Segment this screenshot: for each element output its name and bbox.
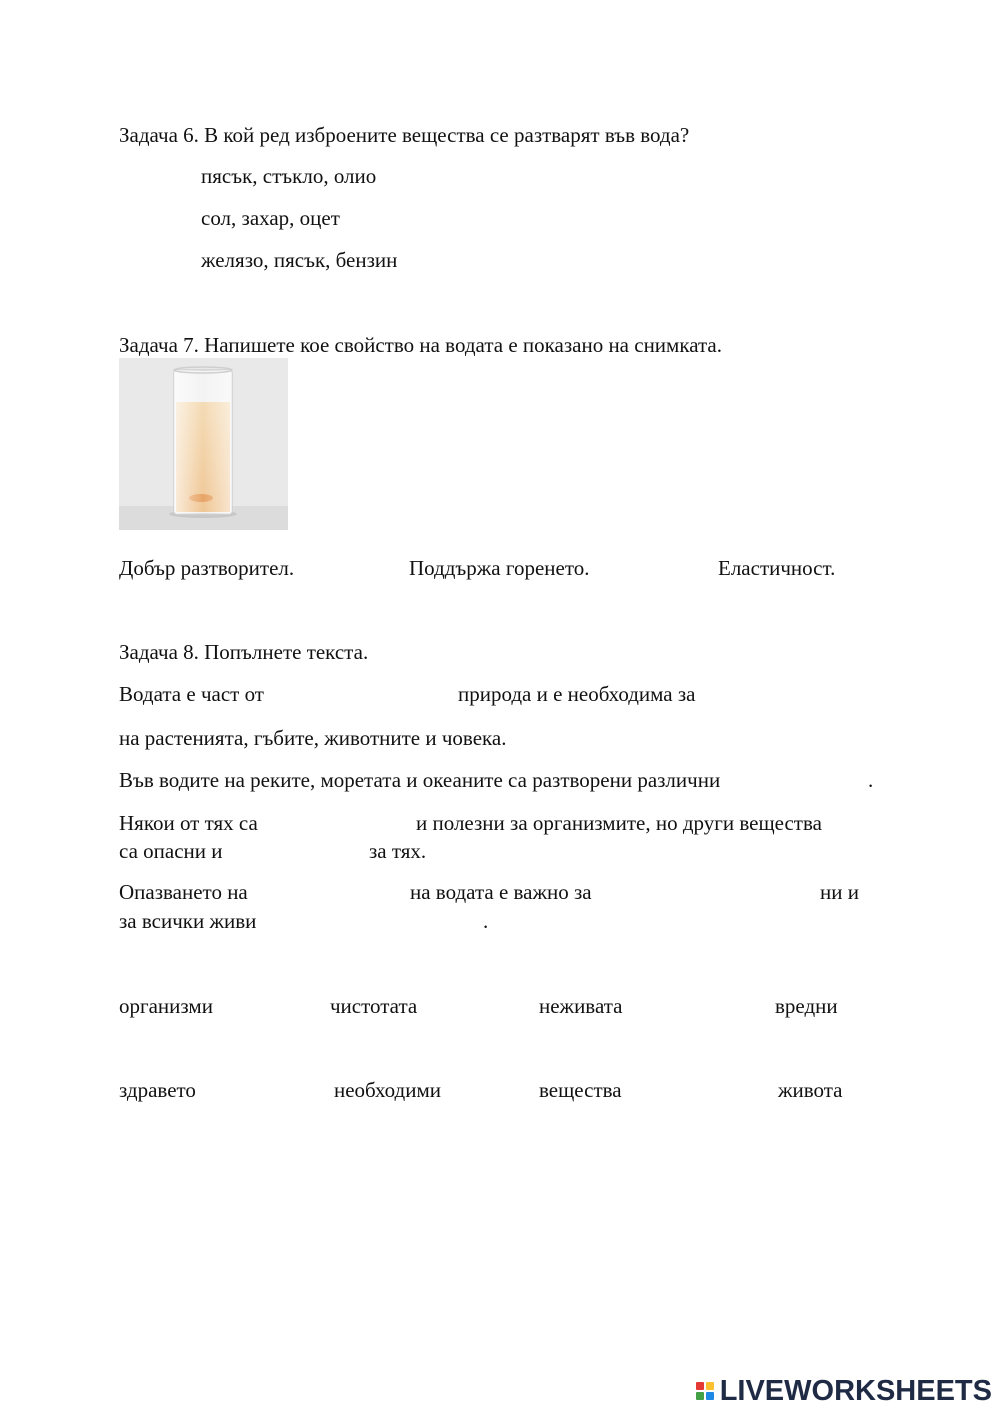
task8-line7-period: . [483, 909, 489, 933]
logo-square [696, 1392, 704, 1400]
task8-title: Задача 8. Попълнете текста. [119, 640, 369, 664]
task7-option-3[interactable]: Еластичност. [718, 556, 836, 580]
logo-square [706, 1382, 714, 1390]
task8-line2: на растенията, гъбите, животните и човека. [119, 726, 507, 750]
task8-line4-start: Някои от тях са [119, 811, 258, 835]
word-bank-item[interactable]: чистотата [330, 994, 418, 1018]
word-bank-item[interactable]: живота [778, 1078, 843, 1102]
word-bank-item[interactable]: организми [119, 994, 213, 1018]
logo-text: LIVEWORKSHEETS [719, 1374, 992, 1407]
task7-option-1[interactable]: Добър разтворител. [119, 556, 295, 580]
word-bank-item[interactable]: вредни [775, 994, 838, 1018]
task8-line7-start: за всички живи [119, 909, 257, 933]
word-bank-item[interactable]: неживата [539, 994, 623, 1018]
task6-question: Задача 6. В кой ред изброените вещества се разтварят във вода? [119, 123, 690, 147]
task8-line6-end: ни и [820, 880, 859, 904]
task8-line5-end: за тях. [369, 839, 427, 863]
task7-option-2[interactable]: Поддържа горенето. [409, 556, 590, 580]
task8-line1-end: природа и е необходима за [458, 682, 696, 706]
logo-mark-icon [696, 1382, 714, 1400]
word-bank-item[interactable]: необходими [334, 1078, 441, 1102]
word-bank-item[interactable]: здравето [119, 1078, 196, 1102]
task6-option-2[interactable]: сол, захар, оцет [201, 206, 340, 230]
glass-illustration [119, 358, 288, 530]
task8-line1-start: Водата е част от [119, 682, 264, 706]
task8-line5-start: са опасни и [119, 839, 223, 863]
logo-square [706, 1392, 714, 1400]
logo-square [696, 1382, 704, 1390]
glass-of-water-photo [119, 358, 288, 530]
task8-line3: Във водите на реките, моретата и океаните са разтворени различни [119, 768, 721, 792]
task8-line3-period: . [868, 768, 874, 792]
task8-line4-end: и полезни за организмите, но други вещества [416, 811, 822, 835]
task8-line6-middle: на водата е важно за [410, 880, 592, 904]
task6-option-1[interactable]: пясък, стъкло, олио [201, 164, 377, 188]
liveworksheets-logo[interactable] [696, 1373, 992, 1409]
task7-question: Задача 7. Напишете кое свойство на водата е показано на снимката. [119, 333, 723, 357]
task8-line6-start: Опазването на [119, 880, 248, 904]
task6-option-3[interactable]: желязо, пясък, бензин [201, 248, 398, 272]
word-bank-item[interactable]: вещества [539, 1078, 622, 1102]
